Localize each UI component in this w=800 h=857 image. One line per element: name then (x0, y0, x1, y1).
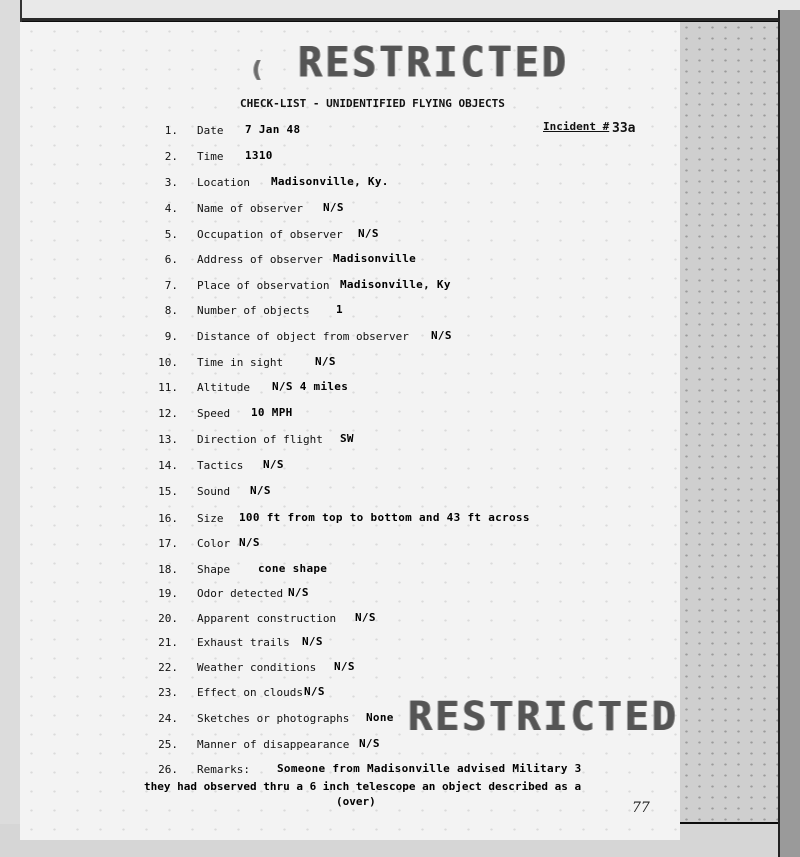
item-label: Location (197, 176, 250, 189)
incident-label: Incident # (543, 120, 610, 133)
item-value: N/S (302, 635, 323, 648)
item-value: N/S (315, 355, 336, 368)
item-number: 18. (158, 563, 178, 576)
item-value: N/S (355, 611, 376, 624)
item-number: 15. (158, 485, 178, 498)
item-value: None (366, 711, 394, 724)
item-number: 7. (164, 279, 178, 292)
item-value: N/S (288, 586, 309, 599)
item-value: cone shape (258, 562, 328, 575)
scan-border-top (0, 0, 800, 21)
item-label: Time (197, 150, 224, 163)
item-number: 21. (158, 636, 178, 649)
item-number: 12. (158, 407, 178, 420)
scan-border-left (0, 0, 22, 857)
item-number: 11. (158, 381, 178, 394)
item-label: Time in sight (197, 356, 284, 369)
item-number: 19. (158, 587, 178, 600)
item-number: 3. (164, 176, 178, 189)
item-value: N/S 4 miles (272, 380, 349, 393)
item-label: Effect on clouds (197, 686, 303, 699)
scan-border-right (778, 10, 800, 857)
item-value: N/S (263, 458, 284, 471)
item-label: Remarks: (197, 763, 250, 776)
item-value: Madisonville (333, 252, 417, 265)
incident-number: 33a (612, 121, 636, 136)
item-value: 1 (336, 303, 343, 316)
item-label: Distance of object from observer (197, 330, 409, 343)
item-number: 17. (158, 537, 178, 550)
item-label: Occupation of observer (197, 228, 343, 241)
item-number: 4. (164, 202, 178, 215)
item-number: 26. (158, 763, 178, 776)
item-number: 8. (164, 304, 178, 317)
scan-noise-right (680, 22, 780, 822)
page-number: 77 (632, 800, 650, 816)
item-number: 1. (164, 124, 178, 137)
item-number: 6. (164, 253, 178, 266)
stamp-fragment: ( (250, 58, 267, 83)
item-number: 5. (164, 228, 178, 241)
item-label: Sketches or photographs (197, 712, 350, 725)
item-value: N/S (239, 536, 260, 549)
remarks-continuation: they had observed thru a 6 inch telescope an object described as a (144, 780, 582, 793)
item-value: N/S (250, 484, 271, 497)
restricted-stamp-bottom: RESTRICTED (408, 694, 679, 740)
item-number: 14. (158, 459, 178, 472)
item-label: Size (197, 512, 224, 525)
item-number: 9. (164, 330, 178, 343)
item-label: Direction of flight (197, 433, 323, 446)
item-label: Tactics (197, 459, 244, 472)
item-value: Madisonville, Ky (340, 278, 451, 291)
item-label: Place of observation (197, 279, 330, 292)
item-value: N/S (304, 685, 325, 698)
item-number: 23. (158, 686, 178, 699)
item-label: Speed (197, 407, 231, 420)
item-number: 22. (158, 661, 178, 674)
item-label: Date (197, 124, 224, 137)
item-label: Color (197, 537, 231, 550)
item-value: SW (340, 432, 354, 445)
item-value: N/S (431, 329, 452, 342)
item-number: 20. (158, 612, 178, 625)
item-value: Madisonville, Ky. (271, 175, 389, 188)
item-label: Weather conditions (197, 661, 317, 674)
item-value: 7 Jan 48 (245, 123, 301, 136)
item-value: 1310 (245, 149, 273, 162)
item-label: Odor detected (197, 587, 284, 600)
restricted-stamp-top: RESTRICTED (298, 38, 569, 88)
item-number: 24. (158, 712, 178, 725)
item-label: Shape (197, 563, 231, 576)
item-label: Address of observer (197, 253, 323, 266)
item-label: Number of objects (197, 304, 310, 317)
item-number: 2. (164, 150, 178, 163)
item-label: Manner of disappearance (197, 738, 350, 751)
item-number: 13. (158, 433, 178, 446)
item-value: 100 ft from top to bottom and 43 ft across (239, 511, 530, 524)
item-value: N/S (323, 201, 344, 214)
item-label: Sound (197, 485, 231, 498)
item-number: 16. (158, 512, 178, 525)
document-heading: CHECK-LIST - UNIDENTIFIED FLYING OBJECTS (240, 97, 505, 110)
item-value: N/S (334, 660, 355, 673)
remarks-over: (over) (336, 795, 376, 808)
item-value: Someone from Madisonville advised Military 3 (277, 762, 582, 775)
item-label: Exhaust trails (197, 636, 290, 649)
item-label: Name of observer (197, 202, 303, 215)
item-value: 10 MPH (251, 406, 293, 419)
item-number: 25. (158, 738, 178, 751)
item-value: N/S (358, 227, 379, 240)
item-label: Apparent construction (197, 612, 337, 625)
item-number: 10. (158, 356, 178, 369)
item-label: Altitude (197, 381, 250, 394)
item-value: N/S (359, 737, 380, 750)
